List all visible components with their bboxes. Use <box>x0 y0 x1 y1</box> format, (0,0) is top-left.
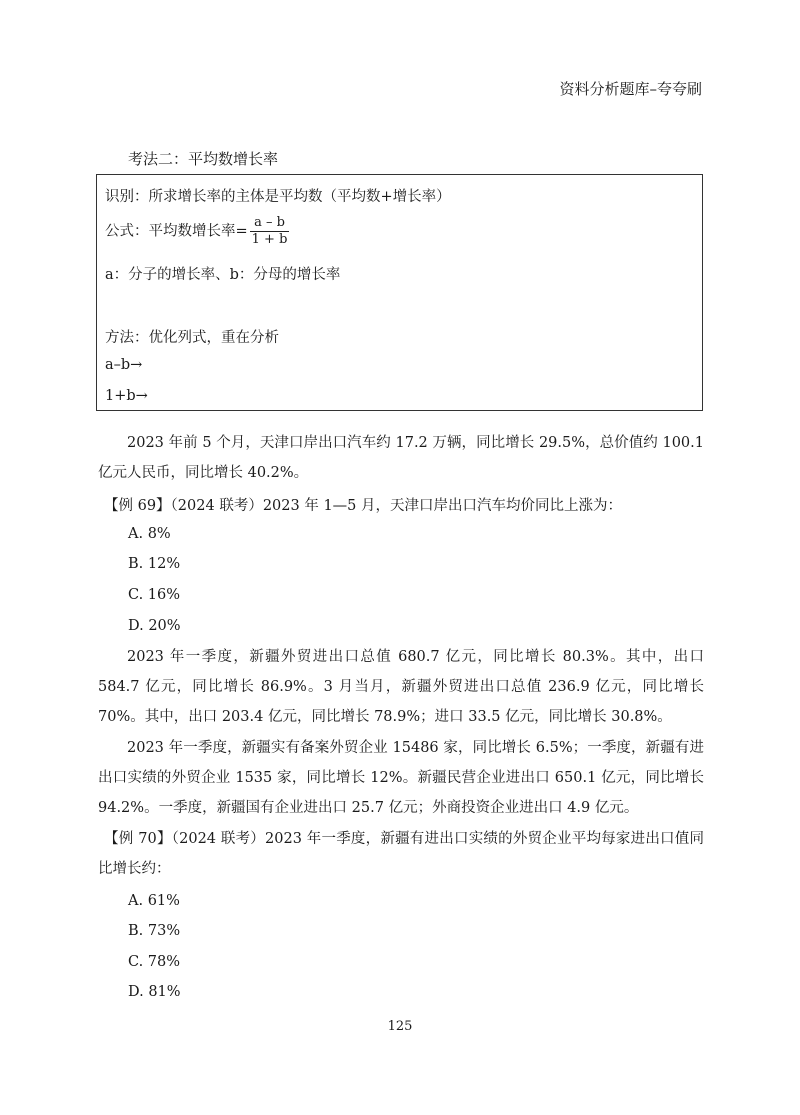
page-number: 125 <box>387 1019 413 1034</box>
passage-xinjiang-trade: 2023 年一季度，新疆外贸进出口总值 680.7 亿元，同比增长 80.3%。其中，出口 584.7 亿元，同比增长 86.9%。3 月当月，新疆外贸进出口总值 236.9 亿元，同比增长 70%。其中，出口 203.4 亿元，同比增长 78.9%；进口 33.5 亿元，同比增长 30.8%。 <box>98 649 704 725</box>
section-title: 考法二：平均数增长率 <box>128 150 279 168</box>
one-plus-b-line: 1+b→ <box>105 388 148 404</box>
passage-tianjin: 2023 年前 5 个月，天津口岸出口汽车约 17.2 万辆，同比增长 29.5%，总价值约 100.1 亿元人民币，同比增长 40.2%。 <box>98 435 704 481</box>
method-box <box>96 174 703 411</box>
question-69-stem: 【例 69】（2024 联考）2023 年 1—5 月，天津口岸出口汽车均价同比上涨为： <box>104 498 622 514</box>
formula-line <box>105 215 289 248</box>
q69-option-c: C. 16% <box>128 587 181 603</box>
ab-explain-line: a：分子的增长率、b：分母的增长率 <box>105 267 341 283</box>
q70-option-c: C. 78% <box>128 954 181 970</box>
q70-option-b: B. 73% <box>128 923 181 939</box>
method-line: 方法：优化列式，重在分析 <box>105 330 279 346</box>
identify-line: 识别：所求增长率的主体是平均数（平均数+增长率） <box>105 189 451 205</box>
a-minus-b-line: a–b→ <box>105 357 143 373</box>
q69-option-b: B. 12% <box>128 556 181 572</box>
q69-option-d: D. 20% <box>128 618 181 634</box>
formula-label: 公式：平均数增长率= <box>105 223 248 240</box>
page-header-title: 资料分析题库–夸夸刷 <box>559 80 702 98</box>
q69-option-a: A. 8% <box>128 526 171 542</box>
passage-xinjiang-firms: 2023 年一季度，新疆实有备案外贸企业 15486 家，同比增长 6.5%；一季度，新疆有进出口实绩的外贸企业 1535 家，同比增长 12%。新疆民营企业进出口 650.1 亿元，同比增长 94.2%。一季度，新疆国有企业进出口 25.7 亿元；外商投资企业进出口 4.9 亿元。 <box>98 740 704 816</box>
formula-denominator: 1 + b <box>251 232 288 247</box>
q70-option-d: D. 81% <box>128 984 181 1000</box>
q70-option-a: A. 61% <box>128 893 180 909</box>
formula-fraction <box>250 215 290 248</box>
formula-numerator: a – b <box>250 215 290 232</box>
question-70-stem: 【例 70】（2024 联考）2023 年一季度，新疆有进出口实绩的外贸企业平均每家进出口值同比增长约： <box>98 831 704 877</box>
